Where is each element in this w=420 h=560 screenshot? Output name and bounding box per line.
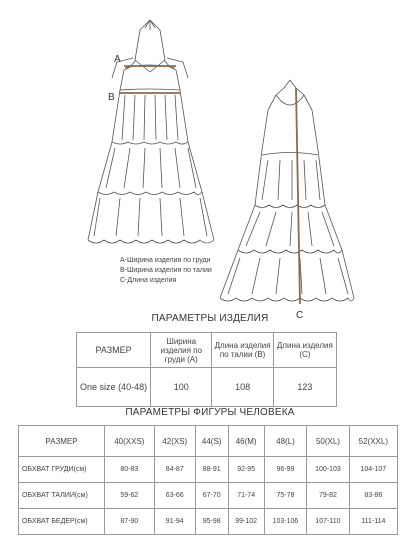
table-cell: 92-95 [228,457,264,483]
table-cell: 104-107 [349,457,397,483]
table-cell: 83-86 [349,483,397,509]
table-cell: 107-110 [307,509,349,535]
table-cell: 84-87 [154,457,195,483]
header-size: РАЗМЕР [77,333,151,368]
cell-size: One size (40-48) [77,368,151,407]
header-size-s: 44(S) [195,426,228,457]
table-header-row [77,333,337,368]
header-size-xxl: 52(XXL) [349,426,397,457]
measurement-legend [120,256,212,286]
table-row [19,483,398,509]
table-cell: 80-83 [105,457,155,483]
table-cell: 75-78 [264,483,306,509]
header-chest-width: Ширина изделия по груди (А) [151,333,212,368]
table-row [77,368,337,407]
table-cell: 88-91 [195,457,228,483]
figure-params-table [18,425,398,535]
header-size-m: 46(M) [228,426,264,457]
figure-params-title: ПАРАМЕТРЫ ФИГУРЫ ЧЕЛОВЕКА [125,407,295,418]
header-size-xs: 42(XS) [154,426,195,457]
legend-item-b: B-Ширина изделия по талии [120,267,212,274]
header-size-l: 48(L) [264,426,306,457]
table-cell: 87-90 [105,509,155,535]
table-row [19,457,398,483]
marker-c: C [296,310,304,321]
header-waist-width: Длина изделия по талии (В) [212,333,273,368]
cell-waist-width: 108 [212,368,273,407]
product-params-title: ПАРАМЕТРЫ ИЗДЕЛИЯ [151,313,269,324]
header-length: Длина изделия (С) [273,333,336,368]
table-cell: 103-106 [264,509,306,535]
header-size-xxs: 40(XXS) [105,426,155,457]
table-cell: 111-114 [349,509,397,535]
table-cell: 100-103 [307,457,349,483]
table-cell: 67-70 [195,483,228,509]
table-cell: 99-102 [228,509,264,535]
row-label-waist: ОБХВАТ ТАЛИИ(см) [19,483,105,509]
product-params-table [76,332,337,407]
table-row [19,509,398,535]
front-dress-sketch [88,20,214,243]
marker-a: A [114,54,121,65]
measurement-c [296,88,300,304]
table-cell: 59-62 [105,483,155,509]
row-label-chest: ОБХВАТ ГРУДИ(см) [19,457,105,483]
table-cell: 71-74 [228,483,264,509]
table-cell: 96-99 [264,457,306,483]
table-cell: 63-66 [154,483,195,509]
header-size: РАЗМЕР [19,426,105,457]
table-header-row [19,426,398,457]
cell-length: 123 [273,368,336,407]
back-dress-sketch [220,80,354,301]
legend-item-c: C-Длина изделия [120,277,177,284]
cell-chest-width: 100 [151,368,212,407]
marker-b: B [108,92,115,103]
table-cell: 79-82 [307,483,349,509]
header-size-xl: 50(XL) [307,426,349,457]
row-label-hips: ОБХВАТ БЕДЕР(см) [19,509,105,535]
table-cell: 95-98 [195,509,228,535]
table-cell: 91-94 [154,509,195,535]
legend-item-a: A-Ширина изделия по груди [120,257,211,264]
